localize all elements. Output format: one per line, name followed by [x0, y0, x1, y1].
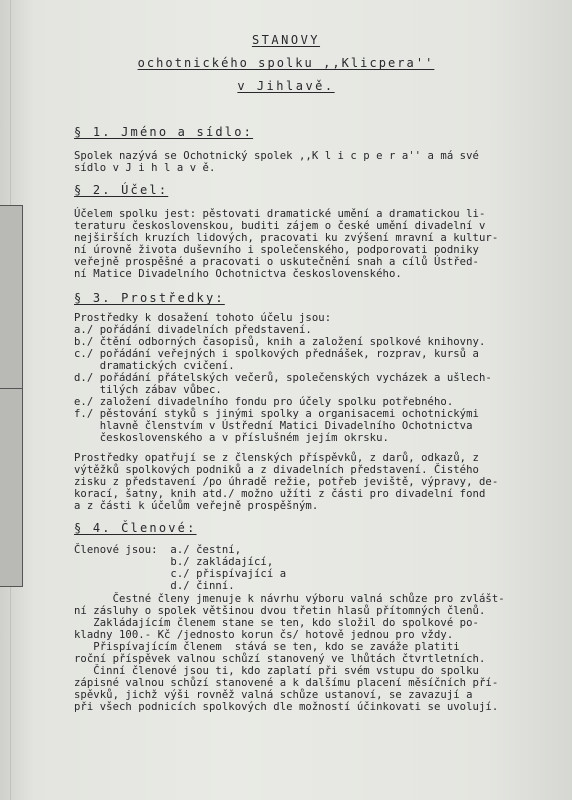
document-title: STANOVY — [251, 33, 321, 47]
section-4-line: Zakládajícím členem stane se ten, kdo složil do spolkové po- — [74, 617, 479, 629]
section-4-line: spěvků, jichž výši rovněž valná schůze ustanoví, se zavazují a — [74, 689, 473, 701]
section-3-para-line: zisku z představení /po úhradě režie, potřeb jeviště, výpravy, de- — [74, 476, 499, 488]
section-3-item: c./ pořádání veřejných i spolkových přednášek, rozprav, kursů a — [74, 348, 479, 360]
binding-line — [0, 388, 22, 389]
section-2-line: veřejně prospěšné a pracovati o uskutečnění snah a cílů Ústřed- — [74, 256, 479, 268]
section-4-line: Přispívajícím členem stává se ten, kdo se zaváže platiti — [74, 641, 460, 653]
section-1-line: sídlo v J i h l a v ě. — [74, 162, 216, 174]
document-place: v Jihlavě. — [237, 79, 335, 93]
section-3-item: a./ pořádání divadelních představení. — [74, 324, 312, 336]
section-2-heading: § 2. Účel: — [74, 183, 169, 197]
section-3-item: f./ pěstování styků s jinými spolky a organisacemi ochotnickými — [74, 408, 479, 420]
section-4-line: ní zásluhy o spolek většinou dvou třetin hlasů přítomných členů. — [74, 605, 486, 617]
section-4-line: Členové jsou: a./ čestní, — [74, 544, 242, 556]
section-2-line: ní Matice Divadelního Ochotnictva československého. — [74, 268, 402, 280]
document-subtitle: ochotnického spolku ,,Klicpera'' — [137, 56, 435, 70]
section-3-item: československého a v příslušném jejím okrsku. — [74, 432, 389, 444]
section-3-para-line: Prostředky opatřují se z členských příspěvků, z darů, odkazů, z — [74, 452, 479, 464]
section-4-line: b./ zakládající, — [74, 556, 274, 568]
section-3-item: b./ čtění odborných časopisů, knih a založení spolkové knihovny. — [74, 336, 486, 348]
section-4-heading: § 4. Členové: — [74, 521, 197, 535]
section-3-item: d./ pořádání přátelských večerů, společenských vycházek a ušlech- — [74, 372, 492, 384]
section-4-line: Čestné členy jmenuje k návrhu výboru valná schůze pro zvlášt- — [74, 593, 505, 605]
section-2-line: nejširších kruzích lidových, pracovati ku zvýšení mravní a kultur- — [74, 232, 499, 244]
section-4-line: při všech podnicích spolkových dle možností účinkovati se uvolují. — [74, 701, 499, 713]
section-1-heading: § 1. Jméno a sídlo: — [74, 125, 254, 139]
section-3-item: dramatických cvičení. — [74, 360, 235, 372]
section-3-item: hlavně členstvím v Ústřední Matici Divadelního Ochotnictva — [74, 420, 473, 432]
section-3-item: tilých zábav vůbec. — [74, 384, 222, 396]
section-3-heading: § 3. Prostředky: — [74, 291, 225, 305]
section-2-line: teraturu československou, buditi zájem o české umění divadelní v — [74, 220, 486, 232]
section-3-item: e./ založení divadelního fondu pro účely spolku potřebného. — [74, 396, 454, 408]
section-4-line: roční příspěvek valnou schůzí stanovený ve lhůtách čtvrtletních. — [74, 653, 486, 665]
section-2-line: ní úrovně života duševního i společenského, podporovati podniky — [74, 244, 479, 256]
section-4-line: kladny 100.- Kč /jednosto korun čs/ hotově jednou pro vždy. — [74, 629, 454, 641]
section-1-line: Spolek nazývá se Ochotnický spolek ,,K l i c p e r a'' a má své — [74, 150, 479, 162]
section-3-line: Prostředky k dosažení tohoto účelu jsou: — [74, 312, 332, 324]
section-4-line: d./ činní. — [74, 580, 235, 592]
section-4-line: c./ přispívající a — [74, 568, 287, 580]
section-4-line: zápisné valnou schůzí stanovené a k dalšímu placení měsíčních pří- — [74, 677, 499, 689]
binding-strip — [0, 205, 23, 587]
section-4-line: Činní členové jsou ti, kdo zaplatí při svém vstupu do spolku — [74, 665, 479, 677]
section-3-para-line: výtěžků spolkových podniků a z divadelních představení. Čistého — [74, 464, 479, 476]
section-3-para-line: a z části k účelům veřejně prospěšným. — [74, 500, 319, 512]
section-2-line: Účelem spolku jest: pěstovati dramatické umění a dramatickou li- — [74, 208, 486, 220]
section-3-para-line: korací, šatny, knih atd./ možno užíti z části pro divadelní fond — [74, 488, 486, 500]
